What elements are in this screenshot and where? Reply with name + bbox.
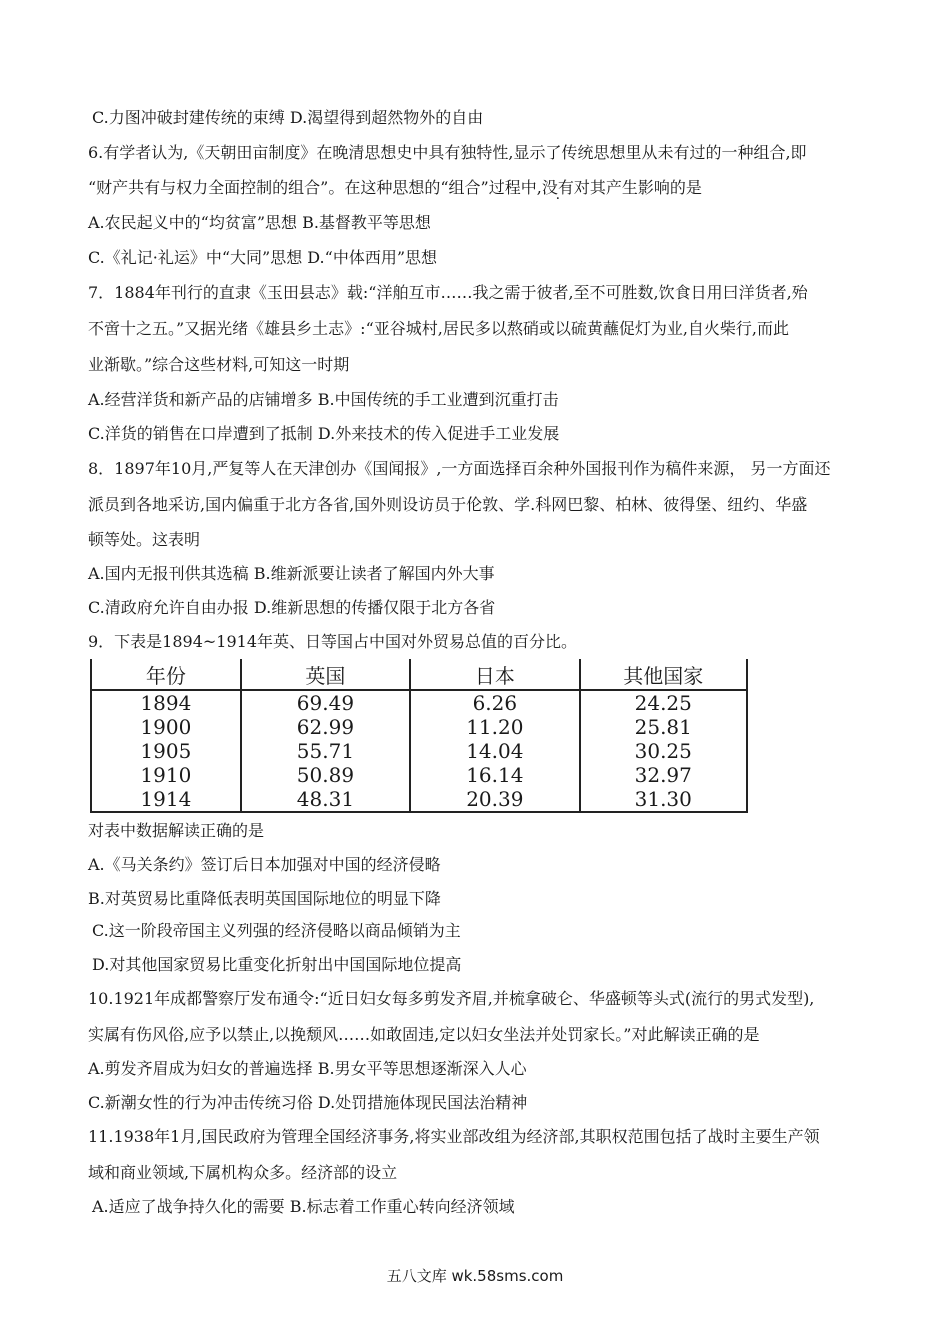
table-cell: 48.31 xyxy=(241,787,410,812)
q7-stem-line3: 业渐歇。”综合这些材料,可知这一时期 xyxy=(88,355,350,374)
q10-stem-line1: 10.1921年成都警察厅发布通令:“近日妇女每多剪发齐眉,并梳拿破仑、华盛顿等头式(流行的男式发型), xyxy=(88,989,815,1008)
q7-stem-line1: 7．1884年刊行的直隶《玉田县志》载:“洋舶互市……我之需于彼者,至不可胜数,饮食日用曰洋货者,殆 xyxy=(88,283,808,302)
q11-stem-line2: 域和商业领域,下属机构众多。经济部的设立 xyxy=(88,1163,398,1182)
table-cell: 1914 xyxy=(91,787,241,812)
table-cell: 62.99 xyxy=(241,715,410,739)
q5-options-cd: C.力图冲破封建传统的束缚 D.渴望得到超然物外的自由 xyxy=(92,108,484,127)
q7-options-ab: A.经营洋货和新产品的店铺增多 B.中国传统的手工业遭到沉重打击 xyxy=(88,390,559,409)
q6-stem-line2-a: “财产共有与权力全面控制的组合”。在这种思想的“组合”过程中, xyxy=(88,178,542,197)
q11-stem-line1: 11.1938年1月,国民政府为管理全国经济事务,将实业部改组为经济部,其职权范围包括了战时主要生产领 xyxy=(88,1127,820,1146)
table-cell: 1894 xyxy=(91,690,241,715)
table-row xyxy=(91,690,747,715)
q9-stem: 9．下表是1894~1914年英、日等国占中国对外贸易总值的百分比。 xyxy=(88,632,578,651)
table-cell: 16.14 xyxy=(410,763,579,787)
q10-stem-line2: 实属有伤风俗,应予以禁止,以挽颓风……如敢固违,定以妇女坐法并处罚家长。”对此解读正确的是 xyxy=(88,1025,760,1044)
table-cell: 1905 xyxy=(91,739,241,763)
table-cell: 50.89 xyxy=(241,763,410,787)
table-header: 日本 xyxy=(410,659,579,690)
table-row xyxy=(91,715,747,739)
q7-stem-line2: 不啻十之五。”又据光绪《雄县乡土志》:“亚谷城村,居民多以熬硝或以硫黄蘸促灯为业,自火柴行,而此 xyxy=(88,319,790,338)
table-cell: 24.25 xyxy=(580,690,747,715)
q8-stem-line3: 顿等处。这表明 xyxy=(88,530,201,549)
table-cell: 30.25 xyxy=(580,739,747,763)
table-header: 年份 xyxy=(91,659,241,690)
table-header: 其他国家 xyxy=(580,659,747,690)
q8-options-ab: A.国内无报刊供其选稿 B.维新派要让读者了解国内外大事 xyxy=(88,564,495,583)
q7-options-cd: C.洋货的销售在口岸遭到了抵制 D.外来技术的传入促进手工业发展 xyxy=(88,424,560,443)
q10-options-ab: A.剪发齐眉成为妇女的普遍选择 B.男女平等思想逐渐深入人心 xyxy=(88,1059,527,1078)
q8-stem-line2: 派员到各地采访,国内偏重于北方各省,国外则设访员于伦敦、学.科网巴黎、柏林、彼得堡、纽约、华盛 xyxy=(88,495,808,514)
table-row xyxy=(91,787,747,812)
q6-options-ab: A.农民起义中的“均贫富”思想 B.基督教平等思想 xyxy=(88,213,431,232)
q8-options-cd: C.清政府允许自由办报 D.维新思想的传播仅限于北方各省 xyxy=(88,598,496,617)
q9-prompt: 对表中数据解读正确的是 xyxy=(88,821,265,840)
table-cell: 20.39 xyxy=(410,787,579,812)
table-header-row xyxy=(91,659,747,690)
q9-option-c: C.这一阶段帝国主义列强的经济侵略以商品倾销为主 xyxy=(92,921,461,940)
q9-option-a: A.《马关条约》签订后日本加强对中国的经济侵略 xyxy=(88,855,441,874)
table-cell: 32.97 xyxy=(580,763,747,787)
table-cell: 1910 xyxy=(91,763,241,787)
table-header: 英国 xyxy=(241,659,410,690)
emphasis-text: 没有 xyxy=(541,178,574,197)
q11-options-ab: A.适应了战争持久化的需要 B.标志着工作重心转向经济领域 xyxy=(92,1197,515,1216)
q6-stem-line1: 6.有学者认为,《天朝田亩制度》在晚清思想史中具有独特性,显示了传统思想里从未有过的一种组合,即 xyxy=(88,143,807,162)
table-cell: 14.04 xyxy=(410,739,579,763)
table-row xyxy=(91,763,747,787)
q9-option-d: D.对其他国家贸易比重变化折射出中国国际地位提高 xyxy=(92,955,462,974)
trade-table xyxy=(90,659,748,813)
table-cell: 55.71 xyxy=(241,739,410,763)
table-cell: 31.30 xyxy=(580,787,747,812)
table-cell: 11.20 xyxy=(410,715,579,739)
q6-stem-line2 xyxy=(88,177,702,199)
q6-options-cd: C.《礼记·礼运》中“大同”思想 D.“中体西用”思想 xyxy=(88,248,437,267)
table-cell: 69.49 xyxy=(241,690,410,715)
footer-watermark: 五八文库 wk.58sms.com xyxy=(386,1267,564,1285)
table-cell: 25.81 xyxy=(580,715,747,739)
q6-stem-line2-c: 对其产生影响的是 xyxy=(573,178,702,197)
q8-stem-line1: 8．1897年10月,严复等人在天津创办《国闻报》,一方面选择百余种外国报刊作为稿件来源， 另一方面还 xyxy=(88,459,831,478)
table-row xyxy=(91,739,747,763)
table-cell: 6.26 xyxy=(410,690,579,715)
q9-option-b: B.对英贸易比重降低表明英国国际地位的明显下降 xyxy=(88,889,441,908)
table-cell: 1900 xyxy=(91,715,241,739)
q10-options-cd: C.新潮女性的行为冲击传统习俗 D.处罚措施体现民国法治精神 xyxy=(88,1093,528,1112)
